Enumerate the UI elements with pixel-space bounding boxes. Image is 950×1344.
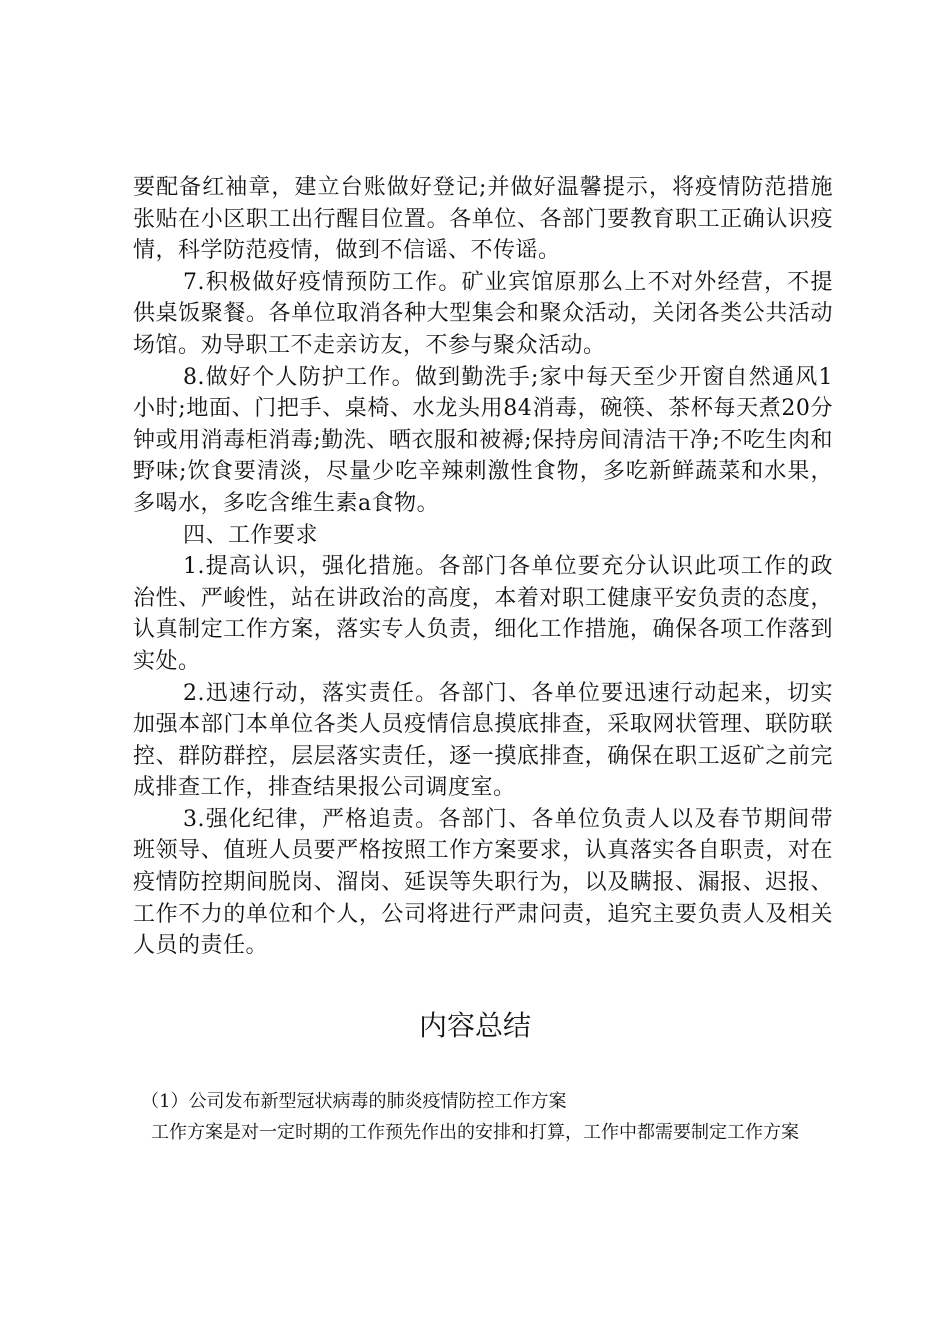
body-paragraph: 3.强化纪律，严格追责。各部门、各单位负责人以及春节期间带班领导、值班人员要严格按照工作方案要求，认真落实各自职责，对在疫情防控期间脱岗、溜岗、延误等失职行为，以及瞒报、漏报、迟报、工作不力的单位和个人，公司将进行严肃问责，追究主要负责人及相关人员的责任。 bbox=[133, 806, 833, 959]
body-paragraph: 1.提高认识，强化措施。各部门各单位要充分认识此项工作的政治性、严峻性，站在讲政治的高度，本着对职工健康平安负责的态度，认真制定工作方案，落实专人负责，细化工作措施，确保各项工作落到实处。 bbox=[133, 554, 833, 674]
document-body bbox=[133, 172, 833, 962]
summary-title: 内容总结 bbox=[418, 1009, 531, 1042]
body-paragraph: 7.积极做好疫情预防工作。矿业宾馆原那么上不对外经营，不提供桌饭聚餐。各单位取消各种大型集会和聚众活动，关闭各类公共活动场馆。劝导职工不走亲访友，不参与聚众活动。 bbox=[133, 269, 833, 358]
body-paragraph: 8.做好个人防护工作。做到勤洗手;家中每天至少开窗自然通风1小时;地面、门把手、桌椅、水龙头用84消毒，碗筷、茶杯每天煮20分钟或用消毒柜消毒;勤洗、晒衣服和被褥;保持房间清洁干净;不吃生肉和野味;饮食要清淡，尽量少吃辛辣刺激性食物，多吃新鲜蔬菜和水果，多喝水，多吃含维生素a食物。 bbox=[133, 364, 833, 516]
summary-section bbox=[133, 1088, 833, 1146]
summary-heading: （1）公司发布新型冠状病毒的肺炎疫情防控工作方案 bbox=[141, 1091, 567, 1112]
summary-body: 工作方案是对一定时期的工作预先作出的安排和打算，工作中都需要制定工作方案 bbox=[151, 1122, 799, 1143]
body-paragraph: 要配备红袖章，建立台账做好登记;并做好温馨提示，将疫情防范措施张贴在小区职工出行醒目位置。各单位、各部门要教育职工正确认识疫情，科学防范疫情，做到不信谣、不传谣。 bbox=[133, 175, 833, 264]
body-paragraph: 2.迅速行动，落实责任。各部门、各单位要迅速行动起来，切实加强本部门本单位各类人员疫情信息摸底排查，采取网状管理、联防联控、群防群控，层层落实责任，逐一摸底排查，确保在职工返矿之前完成排查工作，排查结果报公司调度室。 bbox=[133, 680, 833, 801]
section-heading: 四、工作要求 bbox=[183, 522, 319, 548]
